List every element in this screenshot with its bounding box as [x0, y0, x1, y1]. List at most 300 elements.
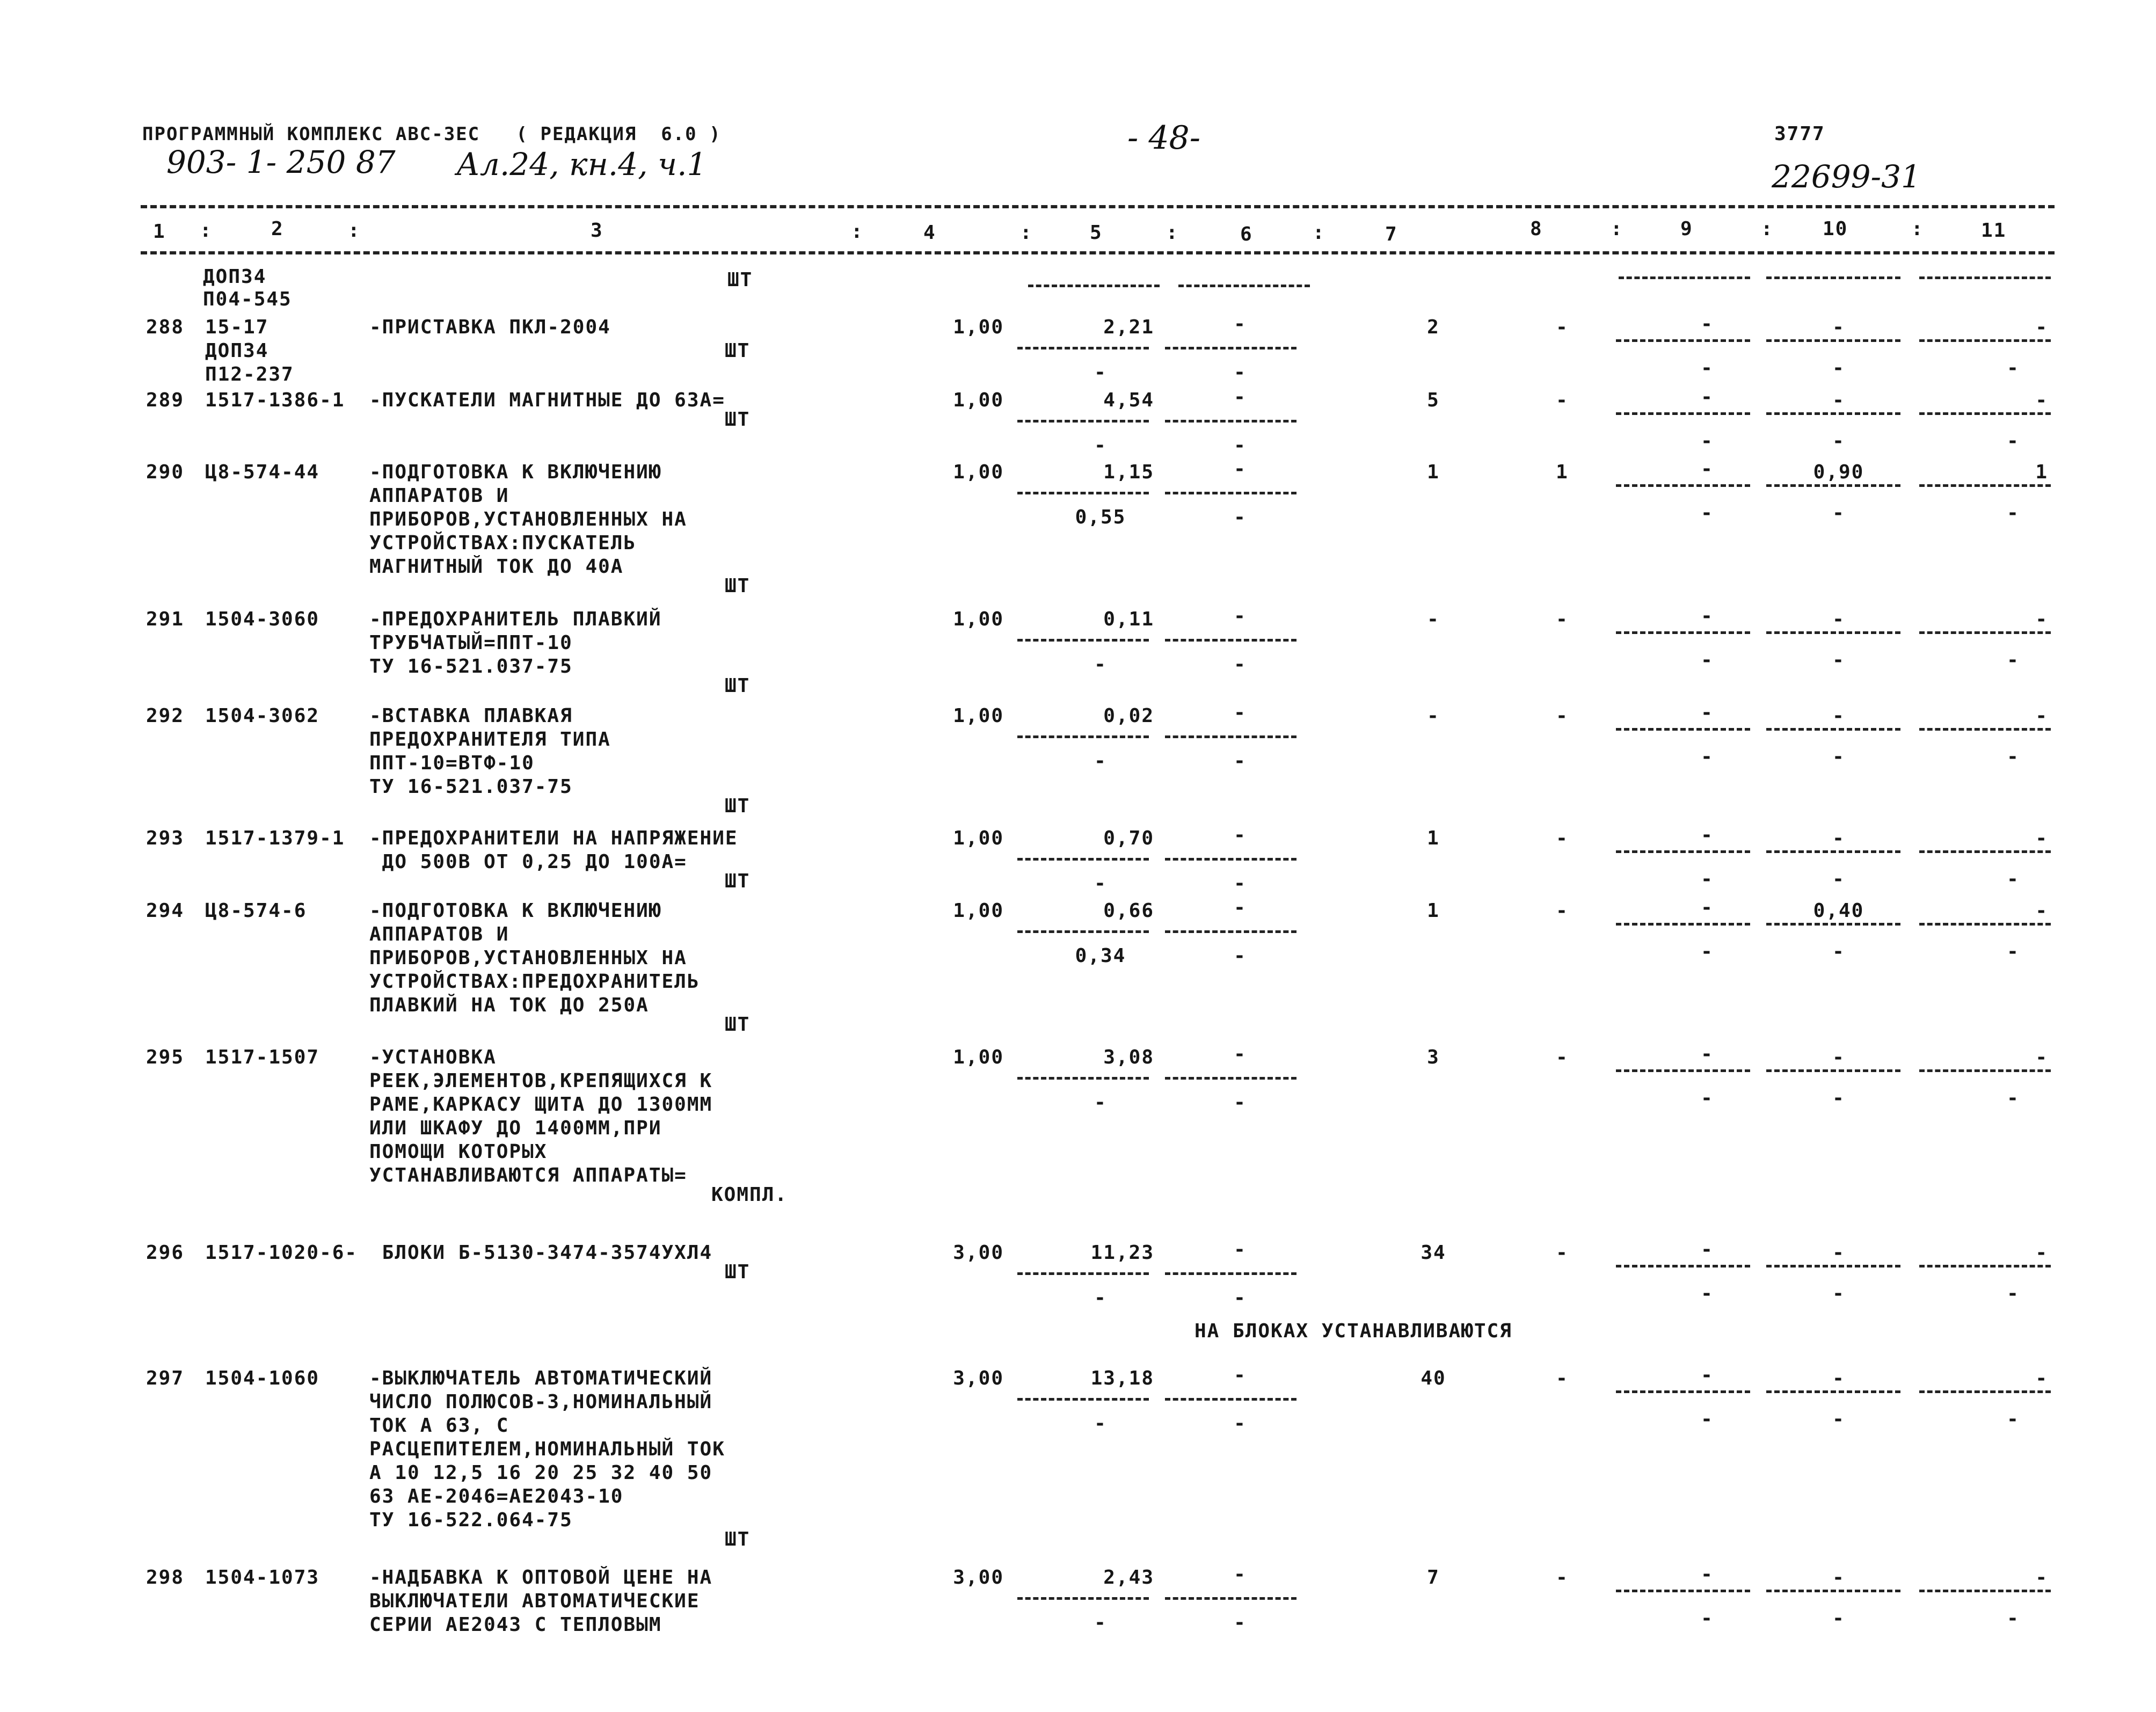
row-col8: - [1556, 705, 1569, 727]
row-description: -ВЫКЛЮЧАТЕЛЬ АВТОМАТИЧЕСКИЙ [369, 1367, 713, 1389]
row-col4: 1,00 [953, 389, 1004, 411]
col-sep: : [348, 220, 361, 242]
row-col9: - [1701, 1239, 1714, 1261]
dash-rule [1017, 735, 1149, 738]
row-description: -НАДБАВКА К ОПТОВОЙ ЦЕНЕ НА [369, 1567, 713, 1589]
row-col7: - [1427, 705, 1440, 727]
dash-rule [1165, 639, 1296, 642]
row-col6-sub: - [1234, 1612, 1247, 1634]
row-code: 1504-1060 [205, 1367, 320, 1389]
dash-rule [1017, 930, 1149, 933]
row-col10-sub: - [1832, 430, 1845, 452]
row-description: БЛОКИ Б-5130-3474-3574УХЛ4 [369, 1242, 713, 1264]
row-description: РЕЕК,ЭЛЕМЕНТОВ,КРЕПЯЩИХСЯ К [369, 1070, 713, 1092]
row-col4: 1,00 [953, 608, 1004, 630]
row-col6: - [1234, 702, 1247, 724]
note-blocks: НА БЛОКАХ УСТАНАВЛИВАЮТСЯ [1194, 1320, 1512, 1342]
row-col11-sub: - [2007, 1607, 2020, 1629]
row-col5-sub: - [1094, 1412, 1107, 1434]
row-col9-sub: - [1701, 746, 1714, 768]
row-col5-sub: - [1094, 872, 1107, 894]
row-col10-sub: - [1832, 357, 1845, 379]
row-col9-sub: - [1701, 430, 1714, 452]
row-col6-sub: - [1234, 1287, 1247, 1309]
row-number: 290 [146, 461, 185, 483]
row-col8: - [1556, 1242, 1569, 1264]
row-col6: - [1234, 897, 1247, 919]
row-code: Ц8-574-6 [205, 900, 307, 922]
row-col10: - [1832, 608, 1845, 630]
row-code: 1517-1020-6- [205, 1242, 358, 1264]
row-col5-sub: - [1094, 750, 1107, 772]
dash-rule [1165, 858, 1296, 861]
row-number: 297 [146, 1367, 185, 1389]
row-col6-sub: - [1234, 653, 1247, 675]
row-col5-sub: 0,55 [1075, 506, 1126, 528]
document-code: 3777 [1774, 123, 1825, 145]
column-header-11: 11 [1981, 220, 2007, 242]
row-description: РАСЦЕПИТЕЛЕМ,НОМИНАЛЬНЫЙ ТОК [369, 1438, 725, 1460]
header-rule-top [141, 205, 2055, 208]
row-description: УСТАНАВЛИВАЮТСЯ АППАРАТЫ= [369, 1164, 687, 1186]
header-rule-bottom [141, 251, 2055, 254]
row-col4: 1,00 [953, 316, 1004, 338]
row-col8: - [1556, 1046, 1569, 1068]
row-col5-sub: - [1094, 361, 1107, 383]
row-col5: 1,15 [1103, 461, 1154, 483]
row-unit: ШТ [725, 1528, 751, 1550]
dash-rule [1919, 1069, 2051, 1072]
top-block-code-line-2: П04-545 [203, 288, 292, 310]
row-col10: 0,90 [1813, 461, 1864, 483]
row-col6: - [1234, 1043, 1247, 1065]
dash-rule [1165, 930, 1296, 933]
row-col5: 3,08 [1103, 1046, 1154, 1068]
row-col6-sub: - [1234, 1412, 1247, 1434]
row-col7: 2 [1427, 316, 1440, 338]
top-block-code-line-1: ДОП34 [203, 266, 267, 288]
row-description: -ВСТАВКА ПЛАВКАЯ [369, 705, 573, 727]
row-col9: - [1701, 313, 1714, 335]
dash-rule [1766, 484, 1900, 487]
program-header: ПРОГРАММНЫЙ КОМПЛЕКС АВС-3ЕС ( РЕДАКЦИЯ 6.0 ) [142, 123, 722, 145]
dash-rule [1616, 339, 1750, 342]
row-col5-sub: - [1094, 653, 1107, 675]
top-block-unit: ШТ [727, 269, 753, 291]
row-col9: - [1701, 824, 1714, 846]
dash-rule [1919, 1590, 2051, 1592]
row-col6: - [1234, 1239, 1247, 1261]
row-unit: ШТ [725, 870, 751, 892]
row-col5-sub: - [1094, 434, 1107, 456]
row-col7: 1 [1427, 900, 1440, 922]
row-col5: 4,54 [1103, 389, 1154, 411]
dash-rule [1919, 631, 2051, 634]
row-col5-sub: 0,34 [1075, 945, 1126, 967]
row-description: МАГНИТНЫЙ ТОК ДО 40А [369, 556, 624, 578]
row-description: ПЛАВКИЙ НА ТОК ДО 250А [369, 994, 649, 1016]
dash-rule [1766, 412, 1900, 415]
row-number: 292 [146, 705, 185, 727]
dash-rule [1017, 1597, 1149, 1600]
dash-rule [1017, 639, 1149, 642]
row-col9: - [1701, 605, 1714, 627]
row-description: ДО 500В ОТ 0,25 ДО 100А= [369, 851, 687, 873]
dash-rule [1919, 484, 2051, 487]
row-col10: - [1832, 1046, 1845, 1068]
row-col5: 2,43 [1103, 1567, 1154, 1589]
row-description: ЧИСЛО ПОЛЮСОВ-3,НОМИНАЛЬНЫЙ [369, 1391, 713, 1413]
dash-rule [1616, 412, 1750, 415]
col-sep: : [1166, 222, 1179, 244]
row-col11: - [2035, 1567, 2048, 1589]
dash-rule [1616, 850, 1750, 853]
row-col8: - [1556, 827, 1569, 849]
row-col8: - [1556, 389, 1569, 411]
row-col11-sub: - [2007, 649, 2020, 671]
row-col6: - [1234, 824, 1247, 846]
row-col9: - [1701, 1563, 1714, 1585]
dash-rule [1766, 923, 1900, 926]
row-col9: - [1701, 1043, 1714, 1065]
row-code: 15-17 [205, 316, 269, 338]
column-header-8: 8 [1530, 218, 1543, 240]
dash-rule [1919, 1390, 2051, 1393]
row-col4: 3,00 [953, 1367, 1004, 1389]
row-number: 294 [146, 900, 185, 922]
row-col6-sub: - [1234, 434, 1247, 456]
dash-rule [1165, 420, 1296, 422]
row-number: 288 [146, 316, 185, 338]
row-col9-sub: - [1701, 1607, 1714, 1629]
dash-rule [1766, 339, 1900, 342]
dash-rule [1616, 923, 1750, 926]
row-description: -ПОДГОТОВКА К ВКЛЮЧЕНИЮ [369, 461, 662, 483]
row-col10-sub: - [1832, 941, 1845, 963]
row-col11-sub: - [2007, 941, 2020, 963]
row-description: СЕРИИ АЕ2043 С ТЕПЛОВЫМ [369, 1614, 662, 1636]
row-col6-sub: - [1234, 945, 1247, 967]
row-col4: 3,00 [953, 1567, 1004, 1589]
row-unit: ШТ [725, 575, 751, 597]
row-col8: - [1556, 900, 1569, 922]
dash-rule [1017, 1077, 1149, 1080]
dash-rule [1165, 492, 1296, 494]
dash-rule [1766, 631, 1900, 634]
row-col11: - [2035, 1367, 2048, 1389]
row-col8: - [1556, 1567, 1569, 1589]
row-description: АППАРАТОВ И [369, 923, 509, 945]
row-number: 291 [146, 608, 185, 630]
dash-rule [1766, 850, 1900, 853]
row-col9-sub: - [1701, 357, 1714, 379]
row-col6-sub: - [1234, 361, 1247, 383]
row-col9: - [1701, 1364, 1714, 1386]
row-col7: 3 [1427, 1046, 1440, 1068]
row-col10-sub: - [1832, 1408, 1845, 1430]
row-col9-sub: - [1701, 1087, 1714, 1109]
row-description: УСТРОЙСТВАХ:ПУСКАТЕЛЬ [369, 532, 637, 554]
row-description: -ПРЕДОХРАНИТЕЛЬ ПЛАВКИЙ [369, 608, 662, 630]
row-col6: - [1234, 1563, 1247, 1585]
row-unit: ШТ [725, 675, 751, 697]
row-code: 1504-1073 [205, 1567, 320, 1589]
dash-rule [1017, 858, 1149, 861]
row-col11: - [2035, 827, 2048, 849]
row-col9: - [1701, 897, 1714, 919]
row-col5: 0,11 [1103, 608, 1154, 630]
dash-rule [1766, 1590, 1900, 1592]
dash-rule [1616, 1265, 1750, 1267]
row-col7: 1 [1427, 827, 1440, 849]
row-col4: 1,00 [953, 827, 1004, 849]
row-description: -ПУСКАТЕЛИ МАГНИТНЫЕ ДО 63А= [369, 389, 725, 411]
dash-rule [1165, 735, 1296, 738]
row-unit: ШТ [725, 1261, 751, 1283]
row-col5-sub: - [1094, 1287, 1107, 1309]
dash-rule [1919, 1265, 2051, 1267]
row-number: 298 [146, 1567, 185, 1589]
row-col9: - [1701, 386, 1714, 408]
dash-rule [1766, 1069, 1900, 1072]
dash-rule [1919, 276, 2051, 279]
column-header-1: 1 [153, 221, 166, 243]
row-col11-sub: - [2007, 1283, 2020, 1305]
row-col7: 5 [1427, 389, 1440, 411]
row-col10: - [1832, 1567, 1845, 1589]
row-unit: ШТ [725, 1014, 751, 1036]
row-description: -ПРЕДОХРАНИТЕЛИ НА НАПРЯЖЕНИЕ [369, 827, 738, 849]
row-col4: 3,00 [953, 1242, 1004, 1264]
row-col6: - [1234, 313, 1247, 335]
dash-rule [1017, 1272, 1149, 1275]
row-col5: 11,23 [1090, 1242, 1154, 1264]
row-col10-sub: - [1832, 1607, 1845, 1629]
row-code: 1504-3060 [205, 608, 320, 630]
dash-rule [1165, 1398, 1296, 1401]
row-col9-sub: - [1701, 941, 1714, 963]
dash-rule [1619, 276, 1750, 279]
dash-rule [1017, 492, 1149, 494]
col-sep: : [1611, 218, 1623, 240]
row-code: ДОП34 [205, 340, 269, 362]
row-description: ТУ 16-522.064-75 [369, 1509, 573, 1531]
row-unit: ШТ [725, 795, 751, 817]
row-description: ППТ-10=ВТФ-10 [369, 752, 535, 774]
row-description: -УСТАНОВКА [369, 1046, 497, 1068]
row-description: А 10 12,5 16 20 25 32 40 50 [369, 1462, 713, 1484]
row-col7: 7 [1427, 1567, 1440, 1589]
row-col7: 34 [1421, 1242, 1446, 1264]
column-header-3: 3 [591, 220, 603, 242]
row-col8: - [1556, 608, 1569, 630]
row-col5: 0,02 [1103, 705, 1154, 727]
dash-rule [1165, 1272, 1296, 1275]
row-col10: - [1832, 827, 1845, 849]
row-col5: 13,18 [1090, 1367, 1154, 1389]
row-description: ИЛИ ШКАФУ ДО 1400ММ,ПРИ [369, 1117, 662, 1139]
row-col9: - [1701, 458, 1714, 480]
col-sep: : [1911, 218, 1924, 240]
row-col11: - [2035, 389, 2048, 411]
dash-rule [1919, 850, 2051, 853]
row-col10: - [1832, 1242, 1845, 1264]
dash-rule [1616, 1069, 1750, 1072]
row-col8: - [1556, 1367, 1569, 1389]
dash-rule [1919, 412, 2051, 415]
dash-rule [1616, 484, 1750, 487]
row-col6-sub: - [1234, 750, 1247, 772]
dash-rule [1919, 728, 2051, 731]
row-col11: - [2035, 1242, 2048, 1264]
row-col6: - [1234, 605, 1247, 627]
row-description: ВЫКЛЮЧАТЕЛИ АВТОМАТИЧЕСКИЕ [369, 1590, 700, 1612]
dash-rule [1616, 631, 1750, 634]
dash-rule [1028, 285, 1160, 287]
row-unit: КОМПЛ. [711, 1184, 788, 1206]
col-sep: : [851, 221, 864, 243]
row-number: 293 [146, 827, 185, 849]
row-col10-sub: - [1832, 649, 1845, 671]
row-description: ПОМОЩИ КОТОРЫХ [369, 1141, 548, 1163]
column-header-9: 9 [1680, 218, 1693, 240]
row-code: 1504-3062 [205, 705, 320, 727]
row-col11-sub: - [2007, 502, 2020, 524]
dash-rule [1165, 347, 1296, 349]
row-col5: 0,70 [1103, 827, 1154, 849]
row-col9: - [1701, 702, 1714, 724]
dash-rule [1766, 1265, 1900, 1267]
row-description: -ПРИСТАВКА ПКЛ-2004 [369, 316, 611, 338]
row-col10-sub: - [1832, 868, 1845, 890]
dash-rule [1919, 923, 2051, 926]
column-header-6: 6 [1240, 223, 1253, 245]
row-description: ТОК А 63, С [369, 1415, 509, 1437]
col-sep: : [1313, 222, 1325, 244]
dash-rule [1017, 420, 1149, 422]
row-col11-sub: - [2007, 430, 2020, 452]
row-description: РАМЕ,КАРКАСУ ЩИТА ДО 1300ММ [369, 1094, 713, 1116]
row-col10-sub: - [1832, 1283, 1845, 1305]
row-col6-sub: - [1234, 1091, 1247, 1113]
row-col6: - [1234, 386, 1247, 408]
row-col6-sub: - [1234, 506, 1247, 528]
row-col5-sub: - [1094, 1091, 1107, 1113]
row-col5: 2,21 [1103, 316, 1154, 338]
row-description: 63 АЕ-2046=АЕ2043-10 [369, 1485, 624, 1507]
row-col4: 1,00 [953, 900, 1004, 922]
column-header-7: 7 [1385, 223, 1398, 245]
row-col9-sub: - [1701, 1408, 1714, 1430]
row-description: ТРУБЧАТЫЙ=ППТ-10 [369, 632, 573, 654]
dash-rule [1165, 1077, 1296, 1080]
handwritten-project-code: 903- 1- 250 87 [166, 144, 396, 180]
row-code: 1517-1386-1 [205, 389, 345, 411]
row-col11: - [2035, 705, 2048, 727]
col-sep: : [1761, 218, 1774, 240]
row-col11: - [2035, 608, 2048, 630]
dash-rule [1616, 1390, 1750, 1393]
row-col5-sub: - [1094, 1612, 1107, 1634]
column-header-2: 2 [271, 218, 284, 240]
row-col10: - [1832, 705, 1845, 727]
row-col5: 0,66 [1103, 900, 1154, 922]
col-sep: : [1020, 222, 1033, 244]
row-col7: 40 [1421, 1367, 1446, 1389]
row-col9-sub: - [1701, 502, 1714, 524]
row-col11-sub: - [2007, 1408, 2020, 1430]
row-col11-sub: - [2007, 1087, 2020, 1109]
row-col11: 1 [2035, 461, 2048, 483]
row-col4: 1,00 [953, 1046, 1004, 1068]
row-col10: - [1832, 316, 1845, 338]
row-description: ПРЕДОХРАНИТЕЛЯ ТИПА [369, 728, 611, 751]
page-number: - 48- [1127, 119, 1200, 157]
row-unit: ШТ [725, 340, 751, 362]
row-col4: 1,00 [953, 705, 1004, 727]
handwritten-album-ref: Ал.24, кн.4, ч.1 [456, 146, 707, 183]
row-col11-sub: - [2007, 357, 2020, 379]
dash-rule [1766, 276, 1900, 279]
row-col6: - [1234, 458, 1247, 480]
dash-rule [1616, 1590, 1750, 1592]
column-header-4: 4 [923, 222, 936, 244]
row-description: УСТРОЙСТВАХ:ПРЕДОХРАНИТЕЛЬ [369, 971, 700, 993]
row-col11-sub: - [2007, 746, 2020, 768]
row-col6-sub: - [1234, 872, 1247, 894]
row-col10-sub: - [1832, 502, 1845, 524]
row-code: 1517-1507 [205, 1046, 320, 1068]
dash-rule [1165, 1597, 1296, 1600]
dash-rule [1017, 1398, 1149, 1401]
row-code: П12-237 [205, 363, 294, 385]
col-sep: : [200, 220, 213, 242]
row-col10: - [1832, 1367, 1845, 1389]
row-col10-sub: - [1832, 1087, 1845, 1109]
row-col9-sub: - [1701, 1283, 1714, 1305]
row-col11: - [2035, 1046, 2048, 1068]
dash-rule [1766, 1390, 1900, 1393]
row-number: 289 [146, 389, 185, 411]
row-description: АППАРАТОВ И [369, 485, 509, 507]
row-col4: 1,00 [953, 461, 1004, 483]
row-col6: - [1234, 1364, 1247, 1386]
row-col8: 1 [1556, 461, 1569, 483]
column-header-5: 5 [1090, 222, 1103, 244]
dash-rule [1766, 728, 1900, 731]
row-description: ТУ 16-521.037-75 [369, 776, 573, 798]
row-col10: 0,40 [1813, 900, 1864, 922]
dash-rule [1616, 728, 1750, 731]
row-col10: - [1832, 389, 1845, 411]
row-description: -ПОДГОТОВКА К ВКЛЮЧЕНИЮ [369, 900, 662, 922]
dash-rule [1178, 285, 1310, 287]
row-col11: - [2035, 900, 2048, 922]
row-col7: - [1427, 608, 1440, 630]
row-col7: 1 [1427, 461, 1440, 483]
row-col9-sub: - [1701, 868, 1714, 890]
column-header-10: 10 [1823, 218, 1848, 240]
row-description: ТУ 16-521.037-75 [369, 655, 573, 677]
row-col9-sub: - [1701, 649, 1714, 671]
row-number: 296 [146, 1242, 185, 1264]
row-description: ПРИБОРОВ,УСТАНОВЛЕННЫХ НА [369, 508, 687, 530]
row-code: 1517-1379-1 [205, 827, 345, 849]
dash-rule [1017, 347, 1149, 349]
row-description: ПРИБОРОВ,УСТАНОВЛЕННЫХ НА [369, 947, 687, 969]
row-col11: - [2035, 316, 2048, 338]
row-number: 295 [146, 1046, 185, 1068]
